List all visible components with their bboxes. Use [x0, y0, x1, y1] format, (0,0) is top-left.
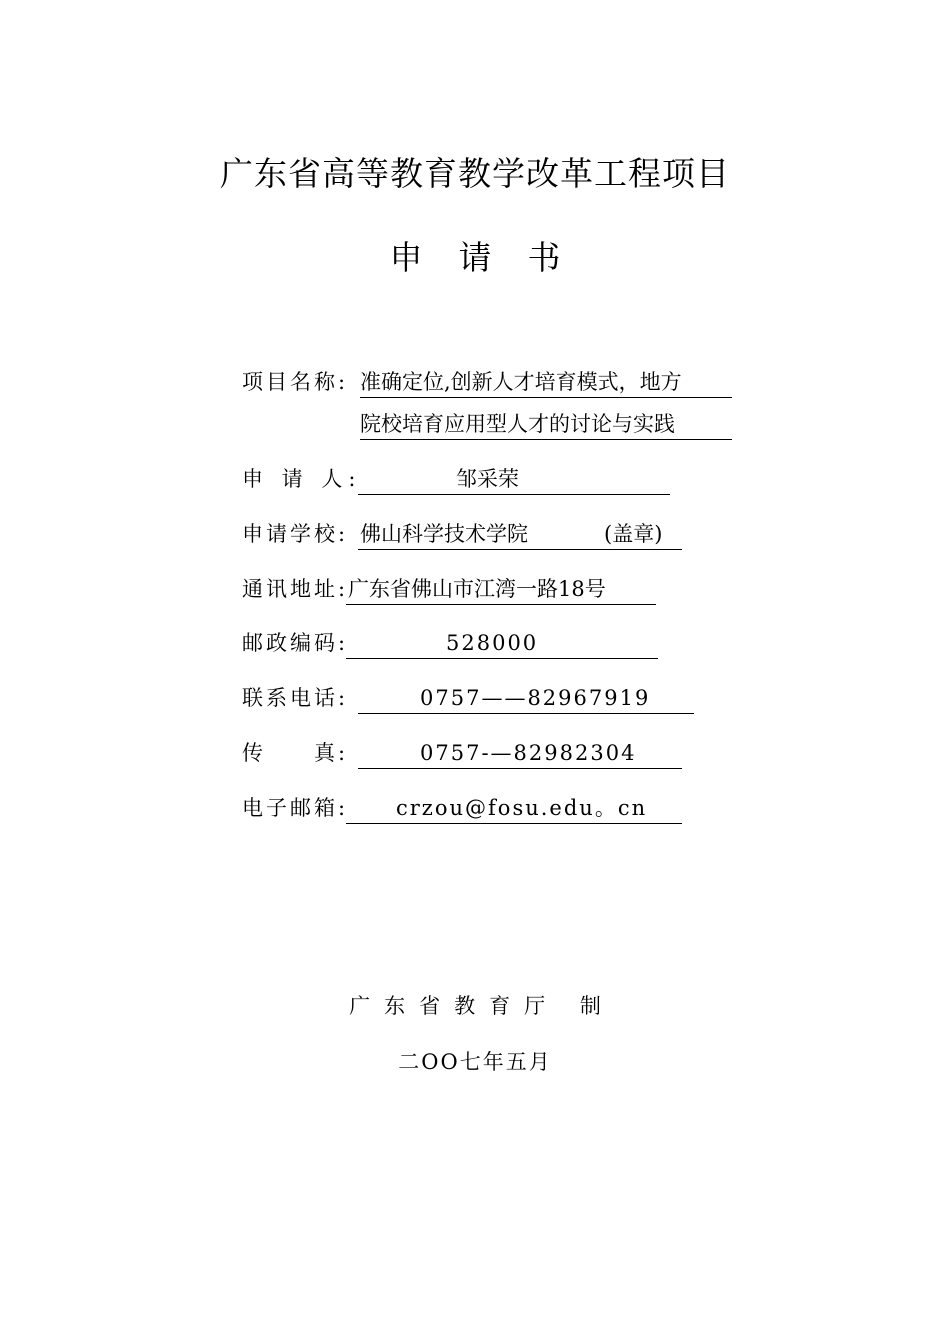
document-title: 广东省高等教育教学改革工程项目 — [220, 154, 730, 193]
stamp-note: (盖章) — [604, 522, 663, 546]
postcode-field[interactable] — [346, 628, 658, 659]
phone-value: 0757——82967919 — [420, 686, 651, 710]
address-field[interactable] — [346, 574, 656, 605]
phone-label: 联系电话: — [242, 686, 349, 710]
school-value: 佛山科学技术学院 — [360, 522, 528, 546]
project-name-line2: 院校培育应用型人才的讨论与实践 — [360, 409, 732, 440]
postcode-value: 528000 — [446, 631, 539, 655]
school-field[interactable] — [358, 519, 682, 550]
phone-field[interactable] — [358, 683, 694, 714]
address-label: 通讯地址: — [242, 577, 349, 601]
applicant-label: 申 请 人: — [242, 467, 362, 491]
email-label: 电子邮箱: — [242, 796, 349, 820]
project-name-label: 项目名称: — [242, 370, 349, 394]
project-name-line1: 准确定位,创新人才培育模式，地方 — [360, 367, 732, 398]
school-label: 申请学校: — [242, 522, 349, 546]
issuer: 广东省教育厅 制 — [349, 994, 615, 1018]
fax-label: 传 真: — [242, 741, 349, 765]
address-value: 广东省佛山市江湾一路18号 — [348, 577, 606, 601]
fax-field[interactable] — [358, 738, 682, 769]
fax-value: 0757-—82982304 — [420, 741, 637, 765]
email-value: crzou@fosu.edu。cn — [396, 796, 648, 820]
postcode-label: 邮政编码: — [242, 631, 349, 655]
applicant-field[interactable] — [358, 464, 670, 495]
applicant-value: 邹采荣 — [456, 467, 519, 491]
document-subtitle: 申请书 — [389, 238, 597, 277]
email-field[interactable] — [346, 793, 682, 824]
issue-date: 二OO七年五月 — [398, 1050, 552, 1074]
